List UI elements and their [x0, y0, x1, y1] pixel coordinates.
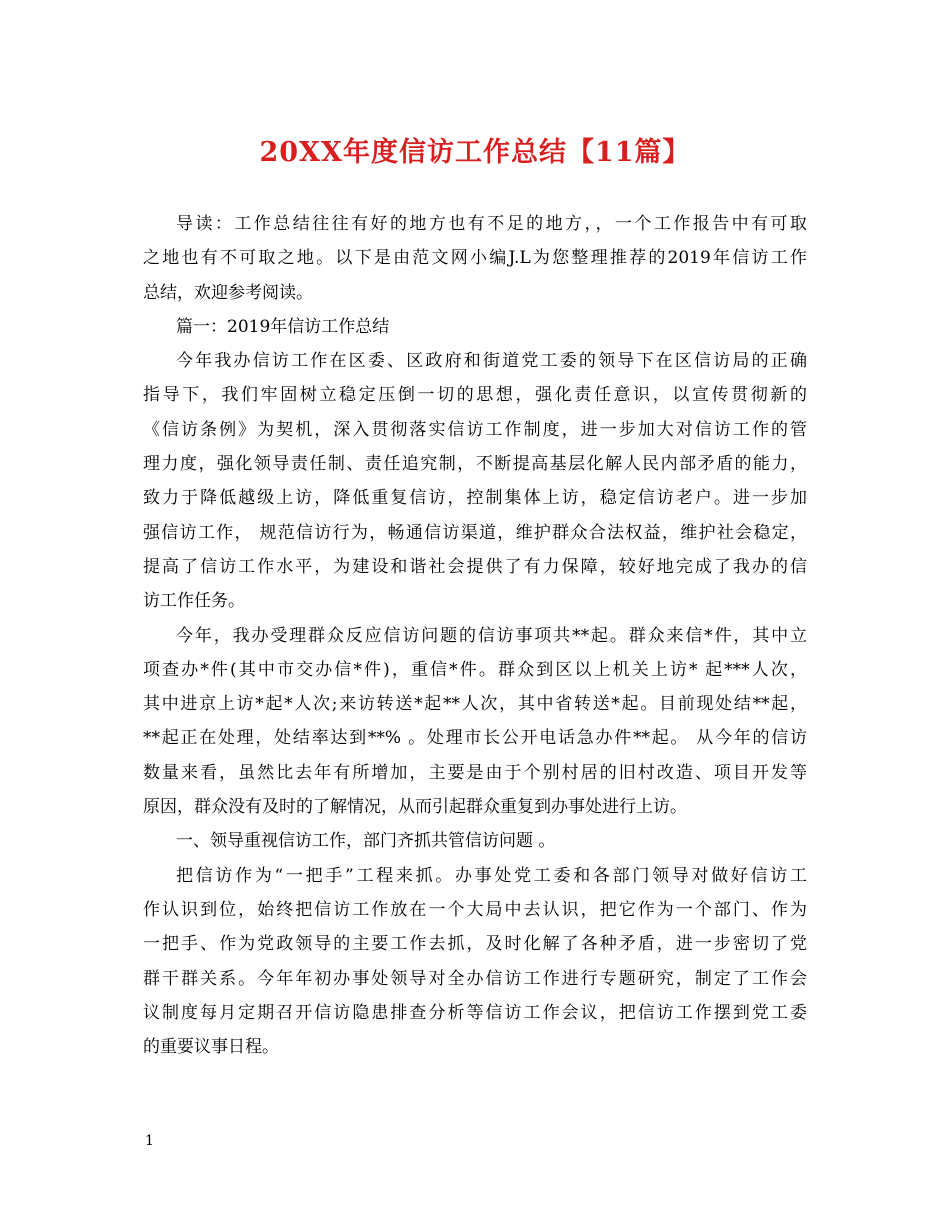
paragraph-line: 数量来看，虽然比去年有所增加，主要是由于个别村居的旧村改造、项目开发等 — [143, 762, 807, 783]
paragraph-line: 议制度每月定期召开信访隐患排查分析等信访工作会议，把信访工作摆到党工委 — [143, 1002, 807, 1023]
paragraph-line: 强信访工作， 规范信访行为，畅通信访渠道，维护群众合法权益，维护社会稳定， — [143, 522, 807, 543]
paragraph-line: 原因，群众没有及时的了解情况，从而引起群众重复到办事处进行上访。 — [143, 797, 687, 818]
paragraph-line: 导读：工作总结往往有好的地方也有不足的地方，，一个工作报告中有可取 — [176, 214, 807, 234]
paragraph-line: 访工作任务。 — [143, 591, 245, 612]
paragraph-line: 致力于降低越级上访，降低重复信访，控制集体上访，稳定信访老户。进一步加 — [143, 488, 807, 509]
paragraph-line: 的重要议事日程。 — [143, 1037, 279, 1058]
document-title: 20XX年度信访工作总结【11篇】 — [259, 137, 691, 168]
paragraph-line: 一把手、作为党政领导的主要工作去抓，及时化解了各种矛盾，进一步密切了党 — [143, 934, 807, 955]
paragraph-line: 把信访作为“一把手”工程来抓。办事处党工委和各部门领导对做好信访工 — [176, 865, 807, 886]
section-heading: 篇一：2019年信访工作总结 — [176, 316, 390, 337]
page-number: 1 — [145, 1133, 154, 1149]
section-heading: 一、领导重视信访工作，部门齐抓共管信访问题 。 — [176, 831, 556, 852]
paragraph-line: 之地也有不可取之地。以下是由范文网小编J.L为您整理推荐的2019年信访工作 — [143, 248, 807, 269]
paragraph-line: 理力度，强化领导责任制、责任追究制，不断提高基层化解人民内部矛盾的能力， — [143, 454, 807, 475]
paragraph-line: 指导下，我们牢固树立稳定压倒一切的思想，强化责任意识，以宣传贯彻新的 — [143, 385, 807, 406]
paragraph-line: **起正在处理，处结率达到**% 。处理市长公开电话急办件**起。 从今年的信访 — [143, 728, 807, 749]
paragraph-line: 总结，欢迎参考阅读。 — [143, 282, 313, 303]
paragraph-line: 今年我办信访工作在区委、区政府和街道党工委的领导下在区信访局的正确 — [176, 351, 807, 372]
paragraph-line: 作认识到位，始终把信访工作放在一个大局中去认识，把它作为一个部门、作为 — [143, 899, 807, 920]
paragraph-line: 今年，我办受理群众反应信访问题的信访事项共**起。群众来信*件，其中立 — [176, 625, 807, 646]
paragraph-line: 提高了信访工作水平，为建设和谐社会提供了有力保障，较好地完成了我办的信 — [143, 556, 807, 577]
document-body — [143, 207, 807, 1064]
paragraph-line: 项查办*件(其中市交办信*件)，重信*件。群众到区以上机关上访* 起***人次， — [143, 659, 807, 680]
paragraph-line: 《信访条例》为契机，深入贯彻落实信访工作制度，进一步加大对信访工作的管 — [143, 419, 807, 440]
paragraph-line: 其中进京上访*起*人次;来访转送*起**人次，其中省转送*起。目前现处结**起， — [143, 694, 807, 715]
paragraph-line: 群干群关系。今年年初办事处领导对全办信访工作进行专题研究，制定了工作会 — [143, 968, 807, 989]
